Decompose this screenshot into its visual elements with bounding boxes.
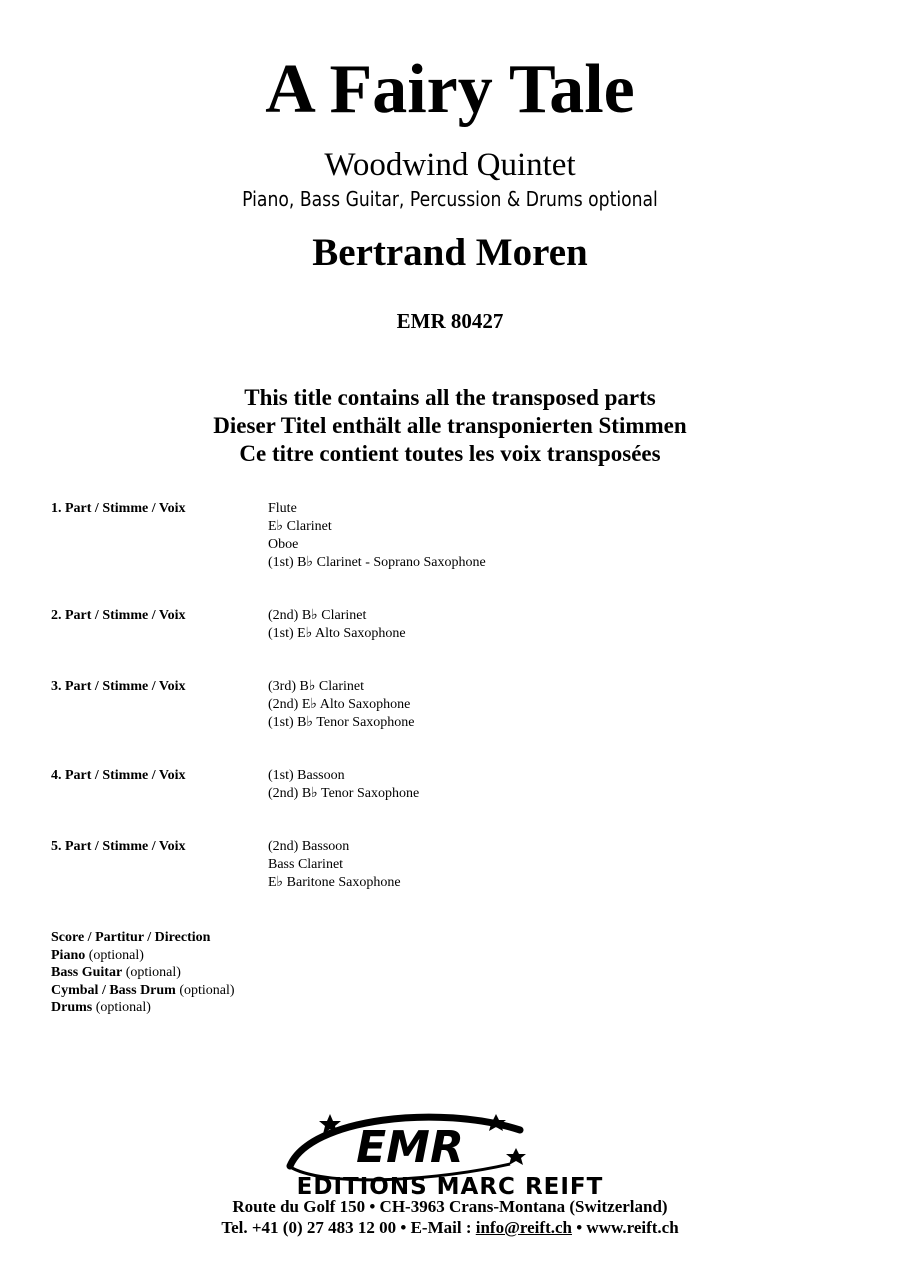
contact-phone: Tel. +41 (0) 27 483 12 00 • E-Mail : xyxy=(221,1218,476,1237)
emr-logo-icon xyxy=(270,1108,630,1200)
part-instrument: (1st) E♭ Alto Saxophone xyxy=(268,626,406,641)
publisher-contact xyxy=(0,1217,900,1239)
part-row xyxy=(51,500,851,589)
extra-note: (optional) xyxy=(122,965,181,980)
notice-line-en: This title contains all the transposed parts xyxy=(244,385,656,410)
publisher-address: Route du Golf 150 • CH-3963 Crans-Montana (Switzerland) xyxy=(232,1197,668,1216)
part-instrument: (2nd) Bassoon xyxy=(268,839,350,854)
publisher-logo xyxy=(0,1108,900,1200)
part-label: 3. Part / Stimme / Voix xyxy=(51,679,186,694)
subtitle: Woodwind Quintet xyxy=(324,147,576,183)
extra-item xyxy=(51,999,235,1017)
part-label: 5. Part / Stimme / Voix xyxy=(51,839,186,854)
part-instrument: (1st) B♭ Tenor Saxophone xyxy=(268,715,415,730)
extra-name: Cymbal / Bass Drum xyxy=(51,982,176,998)
part-instrument: (2nd) E♭ Alto Saxophone xyxy=(268,697,411,712)
part-instrument: Flute xyxy=(268,501,297,516)
composer-name: Bertrand Moren xyxy=(312,231,588,274)
notice-line-de: Dieser Titel enthält alle transponierten Stimmen xyxy=(213,413,687,438)
extra-item xyxy=(51,964,235,982)
contact-web: • www.reift.ch xyxy=(571,1218,679,1237)
score-extras xyxy=(51,929,235,1017)
extra-item xyxy=(51,982,235,1000)
extra-note: (optional) xyxy=(85,947,144,963)
extra-name: Drums xyxy=(51,1000,93,1015)
part-instruments xyxy=(268,500,486,572)
extra-item xyxy=(51,929,235,947)
extra-name: Score / Partitur / Direction xyxy=(51,930,211,945)
instrumentation-line: Piano, Bass Guitar, Percussion & Drums optional xyxy=(242,187,658,211)
part-instrument: (1st) Bassoon xyxy=(268,768,345,783)
part-instruments xyxy=(268,678,415,732)
catalog-number: EMR 80427 xyxy=(396,309,504,333)
part-label: 4. Part / Stimme / Voix xyxy=(51,768,186,783)
part-instrument: Oboe xyxy=(268,537,299,552)
logo-letters: EMR xyxy=(356,1122,464,1173)
publisher-name: EDITIONS MARC REIFT xyxy=(296,1174,604,1200)
part-instruments xyxy=(268,607,406,643)
part-instrument: (2nd) B♭ Tenor Saxophone xyxy=(268,786,420,801)
part-label: 2. Part / Stimme / Voix xyxy=(51,608,186,623)
part-instrument: (2nd) B♭ Clarinet xyxy=(268,608,367,623)
part-label: 1. Part / Stimme / Voix xyxy=(51,501,186,516)
part-instruments xyxy=(268,838,401,892)
extra-note: (optional) xyxy=(175,982,235,998)
part-instruments xyxy=(268,767,419,803)
extra-name: Bass Guitar xyxy=(51,965,123,980)
part-instrument: E♭ Baritone Saxophone xyxy=(268,875,401,890)
extra-item xyxy=(51,947,235,965)
parts-list xyxy=(51,500,851,890)
part-instrument: Bass Clarinet xyxy=(268,857,344,872)
part-instrument: (1st) B♭ Clarinet - Soprano Saxophone xyxy=(268,555,486,570)
transposition-notice xyxy=(0,384,900,468)
page-title: A Fairy Tale xyxy=(265,51,635,128)
extra-name: Piano xyxy=(51,947,86,963)
part-instrument: E♭ Clarinet xyxy=(268,519,332,534)
part-instrument: (3rd) B♭ Clarinet xyxy=(268,679,365,694)
extra-note: (optional) xyxy=(92,1000,151,1015)
email-link[interactable]: info@reift.ch xyxy=(475,1218,572,1237)
notice-line-fr: Ce titre contient toutes les voix transposées xyxy=(239,441,661,466)
